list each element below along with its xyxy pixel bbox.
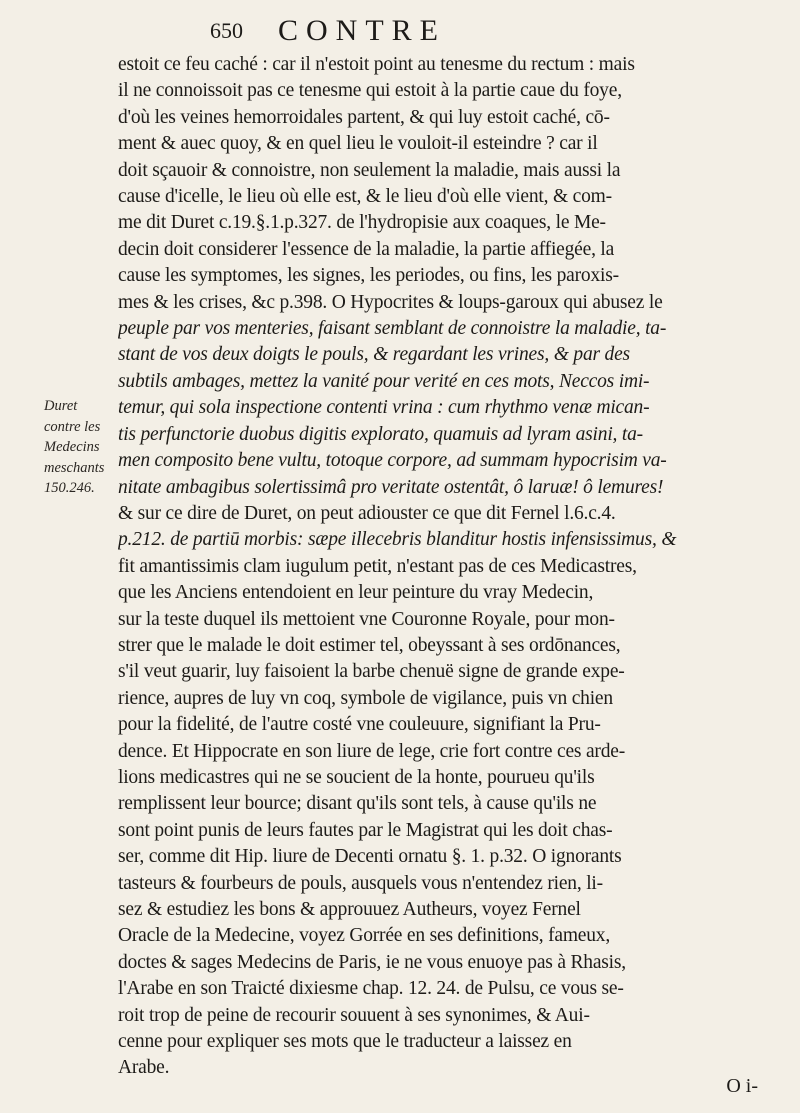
margin-note-line: 150.246. [44,480,95,496]
margin-note-line: Duret [44,398,78,414]
text-line: remplissent leur bource; disant qu'ils sont tels, à cause qu'ils ne [118,793,597,815]
text-line: ser, comme dit Hip. liure de Decenti ornatu §. 1. p.32. O ignorants [118,846,622,868]
text-line: Oracle de la Medecine, voyez Gorrée en ses definitions, fameux, [118,925,611,947]
text-line: cenne pour expliquer ses mots que le traducteur a laissez en [118,1031,572,1053]
page-number: 650 [210,18,243,43]
text-line: dence. Et Hippocrate en son liure de lege, crie fort contre ces arde- [118,740,626,762]
text-line: peuple par vos menteries, faisant semblant de connoistre la maladie, ta- [118,318,667,340]
text-line: ment & auec quoy, & en quel lieu le vouloit-il esteindre ? car il [118,133,598,155]
page-header [210,14,760,54]
body-text [118,52,794,1082]
text-line: que les Anciens entendoient en leur peinture du vray Medecin, [118,582,594,604]
text-line: nitate ambagibus solertissimâ pro veritate ostentât, ô laruæ! ô lemures! [118,476,664,498]
text-line: Arabe. [118,1057,170,1079]
text-line: rience, aupres de luy vn coq, symbole de vigilance, puis vn chien [118,687,613,709]
margin-note-line: meschants [44,459,105,476]
text-line: decin doit considerer l'essence de la maladie, la partie affiegée, la [118,238,615,260]
text-line: sez & estudiez les bons & approuuez Autheurs, voyez Fernel [118,899,581,920]
text-line: sur la teste duquel ils mettoient vne Couronne Royale, pour mon- [118,608,615,630]
text-line: tasteurs & fourbeurs de pouls, ausquels vous n'entendez rien, li- [118,872,603,894]
text-line: sont point punis de leurs fautes par le Magistrat qui les doit chas- [118,819,613,841]
text-line: d'où les veines hemorroidales partent, & qui luy estoit caché, cō- [118,106,610,128]
text-line: lions medicastres qui ne se soucient de la honte, pourueu qu'ils [118,766,595,788]
margin-note-line: Medecins [44,439,100,455]
text-line: doit sçauoir & connoistre, non seulement la maladie, mais aussi la [118,159,621,181]
text-line: p.212. de partiū morbis: sæpe illecebris blanditur hostis infensissimus, & [118,529,677,551]
running-title: CONTRE [278,14,446,47]
catchword: O i- [726,1075,758,1097]
text-line: s'il veut guarir, luy faisoient la barbe chenuë signe de grande expe- [118,661,625,683]
text-line: men composito bene vultu, totoque corpore, ad summam hypocrisim va- [118,450,667,472]
text-line: tis perfunctorie duobus digitis explorato, quamuis ad lyram asini, ta- [118,423,643,445]
text-line: pour la fidelité, de l'autre costé vne couleuure, signifiant la Pru- [118,714,601,736]
text-line: estoit ce feu caché : car il n'estoit point au tenesme du rectum : mais [118,54,635,75]
text-line: strer que le malade le doit estimer tel, obeyssant à ses ordōnances, [118,634,621,656]
text-line: & sur ce dire de Duret, on peut adiouster ce que dit Fernel l.6.c.4. [118,502,616,524]
text-line: fit amantissimis clam iugulum petit, n'estant pas de ces Medicastres, [118,555,637,577]
text-line: subtils ambages, mettez la vanité pour verité en ces mots, Neccos imi- [118,370,650,392]
text-line: me dit Duret c.19.§.1.p.327. de l'hydropisie aux coaques, le Me- [118,212,606,234]
text-line: temur, qui sola inspectione contenti vrina : cum rhythmo venæ mican- [118,397,650,419]
text-line: doctes & sages Medecins de Paris, ie ne vous enuoye pas à Rhasis, [118,951,626,973]
margin-note-line: contre les [44,418,101,435]
text-line: stant de vos deux doigts le pouls, & regardant les vrines, & par des [118,344,630,366]
text-line: roit trop de peine de recourir souuent à ses synonimes, & Aui- [118,1004,590,1026]
text-line: l'Arabe en son Traicté dixiesme chap. 12. 24. de Pulsu, ce vous se- [118,978,624,1000]
text-line: il ne connoissoit pas ce tenesme qui estoit à la partie caue du foye, [118,80,622,102]
margin-note [44,396,114,499]
text-line: cause d'icelle, le lieu où elle est, & le lieu d'où elle vient, & com- [118,186,612,208]
text-line: mes & les crises, &c p.398. O Hypocrites & loups-garoux qui abusez le [118,291,663,313]
text-line: cause les symptomes, les signes, les periodes, ou fins, les paroxis- [118,265,619,287]
